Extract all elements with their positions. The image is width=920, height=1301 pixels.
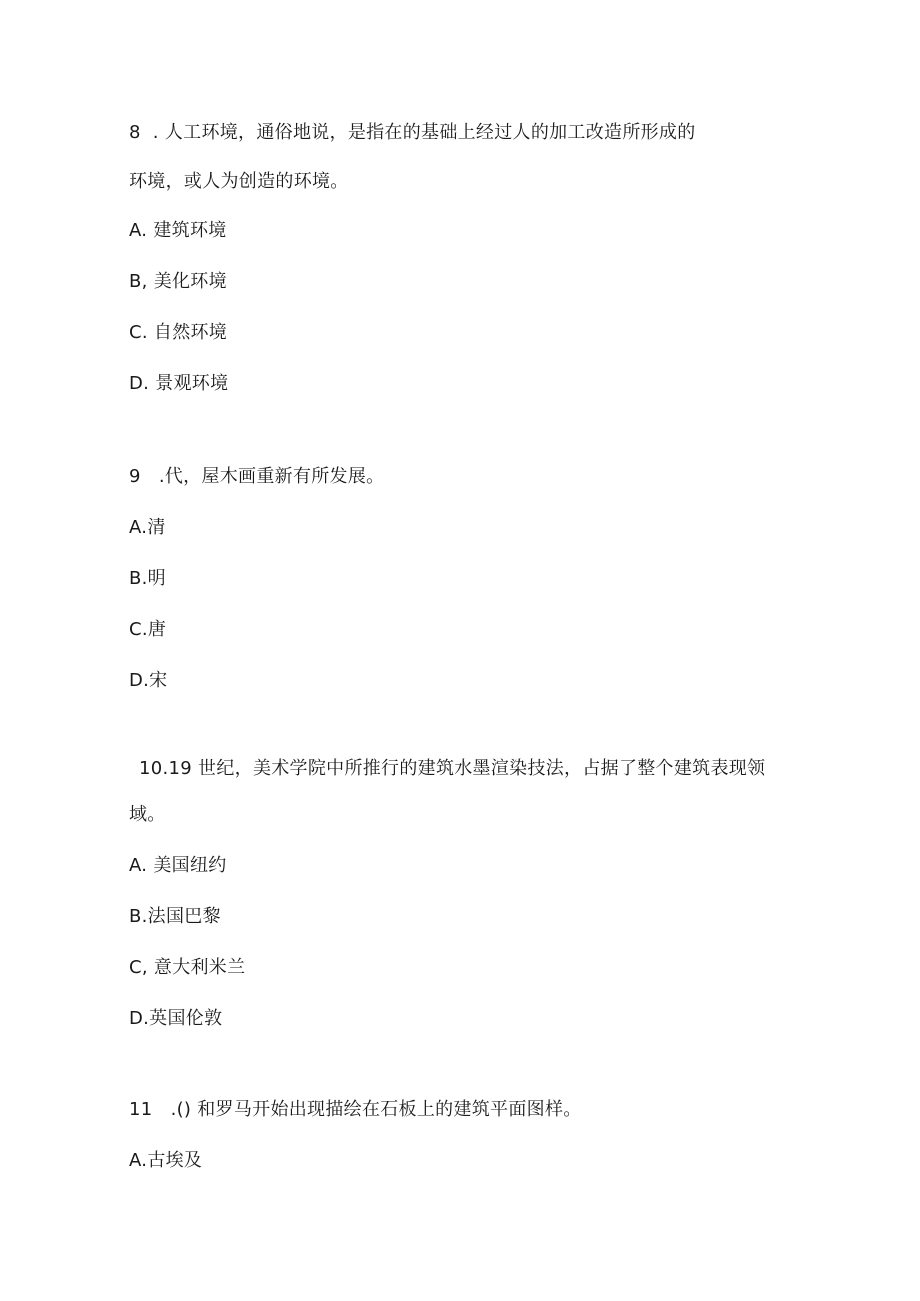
- question-10-option-d: D.英国伦敦: [129, 1008, 223, 1029]
- question-11-option-a: A.古埃及: [129, 1150, 203, 1171]
- question-9-option-a: A.清: [129, 517, 166, 538]
- question-10-option-a: A. 美国纽约: [129, 855, 227, 876]
- question-8-option-a: A. 建筑环境: [129, 220, 227, 241]
- question-8-stem-line-2: 环境，或人为创造的环境。: [129, 171, 349, 192]
- question-8-stem-line-1: 8 . 人工环境，通俗地说，是指在的基础上经过人的加工改造所形成的: [129, 122, 696, 143]
- question-8-option-b: B, 美化环境: [129, 271, 227, 292]
- question-10-stem-line-2: 域。: [129, 804, 166, 825]
- question-10-option-c: C, 意大利米兰: [129, 957, 246, 978]
- question-9-option-b: B.明: [129, 568, 166, 589]
- question-9-stem: 9 .代，屋木画重新有所发展。: [129, 466, 385, 487]
- question-9-option-d: D.宋: [129, 670, 168, 691]
- question-10-option-b: B.法国巴黎: [129, 906, 221, 927]
- question-9-option-c: C.唐: [129, 619, 167, 640]
- question-8-option-c: C. 自然环境: [129, 322, 228, 343]
- question-11-stem: 11 .() 和罗马开始出现描绘在石板上的建筑平面图样。: [129, 1099, 582, 1120]
- question-8-option-d: D. 景观环境: [129, 373, 229, 394]
- question-10-stem-line-1: 10.19 世纪，美术学院中所推行的建筑水墨渲染技法，占据了整个建筑表现领: [139, 758, 766, 779]
